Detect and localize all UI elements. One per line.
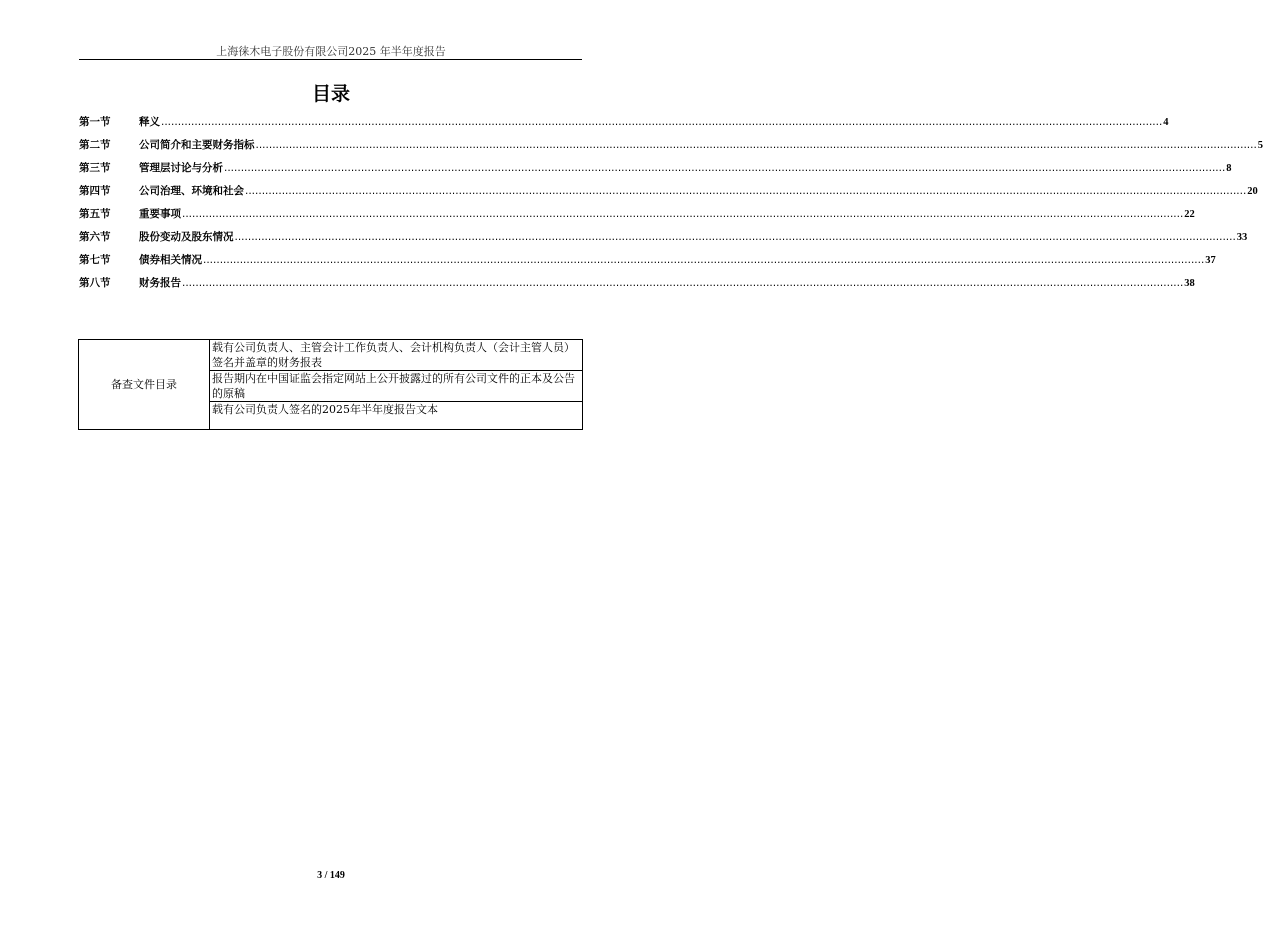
- toc-section-name: 重要事项: [139, 208, 181, 220]
- toc-section-name: 管理层讨论与分析: [139, 162, 223, 174]
- toc-entry[interactable]: [79, 183, 1258, 206]
- toc-page-number: 4: [1163, 117, 1169, 128]
- toc-section-name: 股份变动及股东情况: [139, 231, 234, 243]
- toc-page-number: 20: [1247, 186, 1258, 197]
- reference-document-item: 报告期内在中国证监会指定网站上公开披露过的所有公司文件的正本及公告的原稿: [210, 371, 583, 402]
- reference-document-item: 载有公司负责人、主管会计工作负责人、会计机构负责人（会计主管人员）签名并盖章的财务报表: [210, 340, 583, 371]
- page-header-title: 上海徕木电子股份有限公司2025 年半年度报告: [216, 45, 446, 58]
- toc-dot-leader: ............................................................................................................................................................................................................................................................................................................: [161, 116, 1163, 128]
- toc-dot-leader: ............................................................................................................................................................................................................................................................................................................: [182, 208, 1184, 220]
- toc-section-number: 第二节: [79, 139, 111, 151]
- page-number: 3 / 149: [317, 870, 345, 881]
- toc-section-name: 释义: [139, 116, 160, 128]
- toc-title: 目录: [311, 83, 350, 105]
- toc-dot-leader: ............................................................................................................................................................................................................................................................................................................: [203, 254, 1205, 266]
- toc-entry[interactable]: [79, 275, 1195, 298]
- toc-entry[interactable]: [79, 114, 1169, 137]
- toc-section-number: 第七节: [79, 254, 111, 266]
- reference-documents-table: [78, 339, 583, 430]
- reference-document-item: 载有公司负责人签名的2025年半年度报告文本: [210, 402, 583, 430]
- header-rule: [79, 59, 582, 60]
- toc-section-number: 第六节: [79, 231, 111, 243]
- toc-dot-leader: ............................................................................................................................................................................................................................................................................................................: [234, 231, 1236, 243]
- toc-section-name: 财务报告: [139, 277, 181, 289]
- toc-section-number: 第一节: [79, 116, 111, 128]
- toc-entry[interactable]: [79, 252, 1216, 275]
- toc-page-number: 38: [1184, 278, 1195, 289]
- toc-dot-leader: ............................................................................................................................................................................................................................................................................................................: [255, 139, 1257, 151]
- toc-section-name: 公司简介和主要财务指标: [139, 139, 255, 151]
- toc-section-name: 公司治理、环境和社会: [139, 185, 244, 197]
- toc-section-number: 第五节: [79, 208, 111, 220]
- toc-page-number: 37: [1205, 255, 1216, 266]
- toc-list: [79, 114, 1263, 298]
- toc-section-name: 债券相关情况: [139, 254, 202, 266]
- toc-page-number: 22: [1184, 209, 1195, 220]
- toc-entry[interactable]: [79, 229, 1248, 252]
- toc-section-number: 第三节: [79, 162, 111, 174]
- toc-dot-leader: ............................................................................................................................................................................................................................................................................................................: [224, 162, 1226, 174]
- toc-page-number: 5: [1257, 140, 1263, 151]
- toc-dot-leader: ............................................................................................................................................................................................................................................................................................................: [245, 185, 1247, 197]
- toc-page-number: 33: [1236, 232, 1248, 243]
- toc-section-number: 第四节: [79, 185, 111, 197]
- toc-entry[interactable]: [79, 206, 1195, 229]
- toc-dot-leader: ............................................................................................................................................................................................................................................................................................................: [182, 277, 1184, 289]
- toc-entry[interactable]: [79, 160, 1232, 183]
- reference-documents-label: 备查文件目录: [79, 340, 210, 430]
- toc-page-number: 8: [1226, 163, 1232, 174]
- table-row: [79, 340, 583, 371]
- toc-entry[interactable]: [79, 137, 1263, 160]
- toc-section-number: 第八节: [79, 277, 111, 289]
